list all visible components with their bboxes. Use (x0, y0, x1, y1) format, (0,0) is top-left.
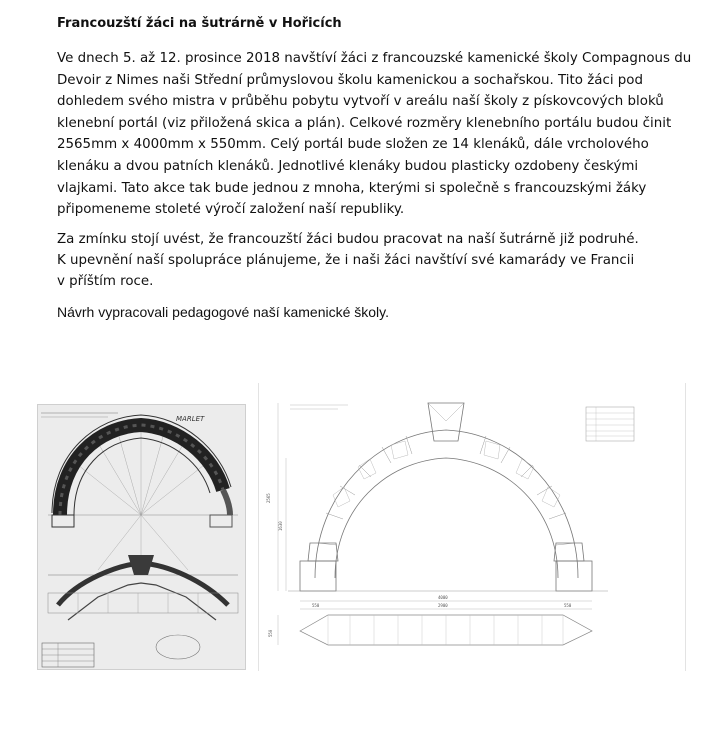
plan-width-left: 550 (312, 603, 320, 608)
paragraph-line: připomeneme stoleté výročí založení naší republiky. (57, 202, 405, 218)
plan-height-total: 2565 (266, 493, 271, 503)
paragraph-line: Za zmínku stojí uvést, že francouzští žáci budou pracovat na naší šutrárně již podruhé. (57, 232, 639, 247)
paragraph-line: Ve dnech 5. až 12. prosince 2018 navštíví žáci z francouzské kamenické školy Compagnous du (57, 51, 692, 66)
paragraph-line: Devoir z Nimes naši Střední průmyslovou školu kamenickou a sochařskou. Tito žáci pod (57, 72, 643, 88)
sketch-handwriting: MARLET (176, 415, 205, 423)
paragraph-authors: Návrh vypracovali pedagogové naší kamenické školy. (57, 304, 390, 320)
plan-width-total: 4000 (438, 595, 448, 600)
paragraph-line: 2565mm x 4000mm x 550mm. Celý portál bude složen ze 14 klenáků, dále vrcholového (57, 137, 649, 153)
paragraph-intro (57, 48, 697, 221)
portal-sketch-drawing (38, 405, 245, 669)
plan-arch-height: 1630 (278, 521, 283, 531)
paragraph-line: klenební portál (viz přiložená skica a plán). Celkové rozměry klenebního portálu budou činit (57, 115, 672, 131)
plan-depth: 550 (268, 629, 273, 637)
document-title: Francouzští žáci na šutrárně v Hořicích (57, 16, 342, 31)
paragraph-line: dohledem svého mistra v průběhu pobytu vytvoří v areálu naší školy z pískovcových bloků (57, 94, 664, 110)
paragraph-line: klenáku a dvou patních klenáků. Jednotlivé klenáky budou plasticky ozdobeny českými (57, 158, 639, 174)
paragraph-line: vlajkami. Tato akce tak bude jednou z mnoha, kterými si společně s francouzskými žáky (57, 180, 647, 196)
paragraph-line: v příštím roce. (57, 273, 154, 289)
plan-width-right: 550 (564, 603, 572, 608)
plan-width-inner: 2900 (438, 603, 448, 608)
paragraph-line: K upevnění naší spolupráce plánujeme, že i naši žáci navštíví své kamarády ve Francii (57, 252, 635, 268)
paragraph-cooperation (57, 230, 697, 292)
portal-plan-drawing (258, 383, 686, 671)
portal-sketch-image (37, 404, 246, 670)
